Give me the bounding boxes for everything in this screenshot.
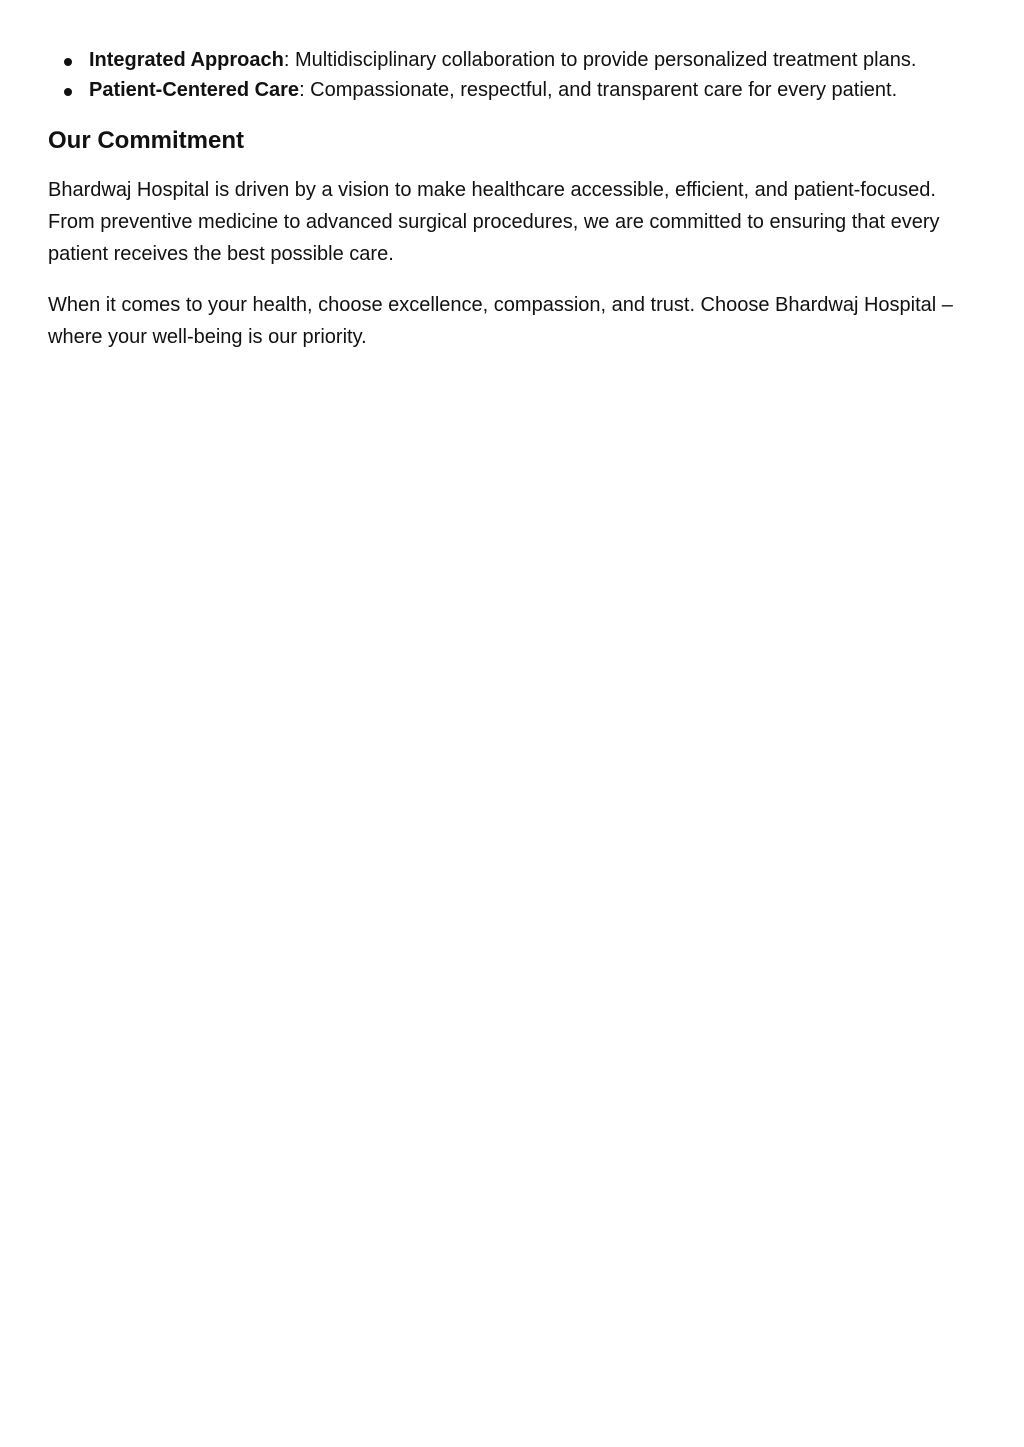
commitment-paragraph: Bhardwaj Hospital is driven by a vision to make healthcare accessible, efficient, and patient-focused. From preventive medicine to advanced surgical procedures, we are committed to ensuring that every patient receives the best possible care. xyxy=(48,179,940,265)
list-item xyxy=(48,46,968,74)
section-heading: Our Commitment xyxy=(48,127,245,154)
bullet-icon xyxy=(64,58,72,66)
list-item xyxy=(48,76,968,104)
list-item-term: Patient-Centered Care xyxy=(89,79,300,101)
list-item-term: Integrated Approach xyxy=(89,49,284,71)
bullet-icon xyxy=(64,88,72,96)
list-item-text: : Multidisciplinary collaboration to provide personalized treatment plans. xyxy=(283,49,917,71)
closing-paragraph: When it comes to your health, choose excellence, compassion, and trust. Choose Bhardwaj Hospital – where your well-being is our priority. xyxy=(48,294,953,348)
list-item-text: : Compassionate, respectful, and transparent care for every patient. xyxy=(299,79,898,101)
document-page xyxy=(48,46,968,372)
feature-list xyxy=(48,46,968,104)
